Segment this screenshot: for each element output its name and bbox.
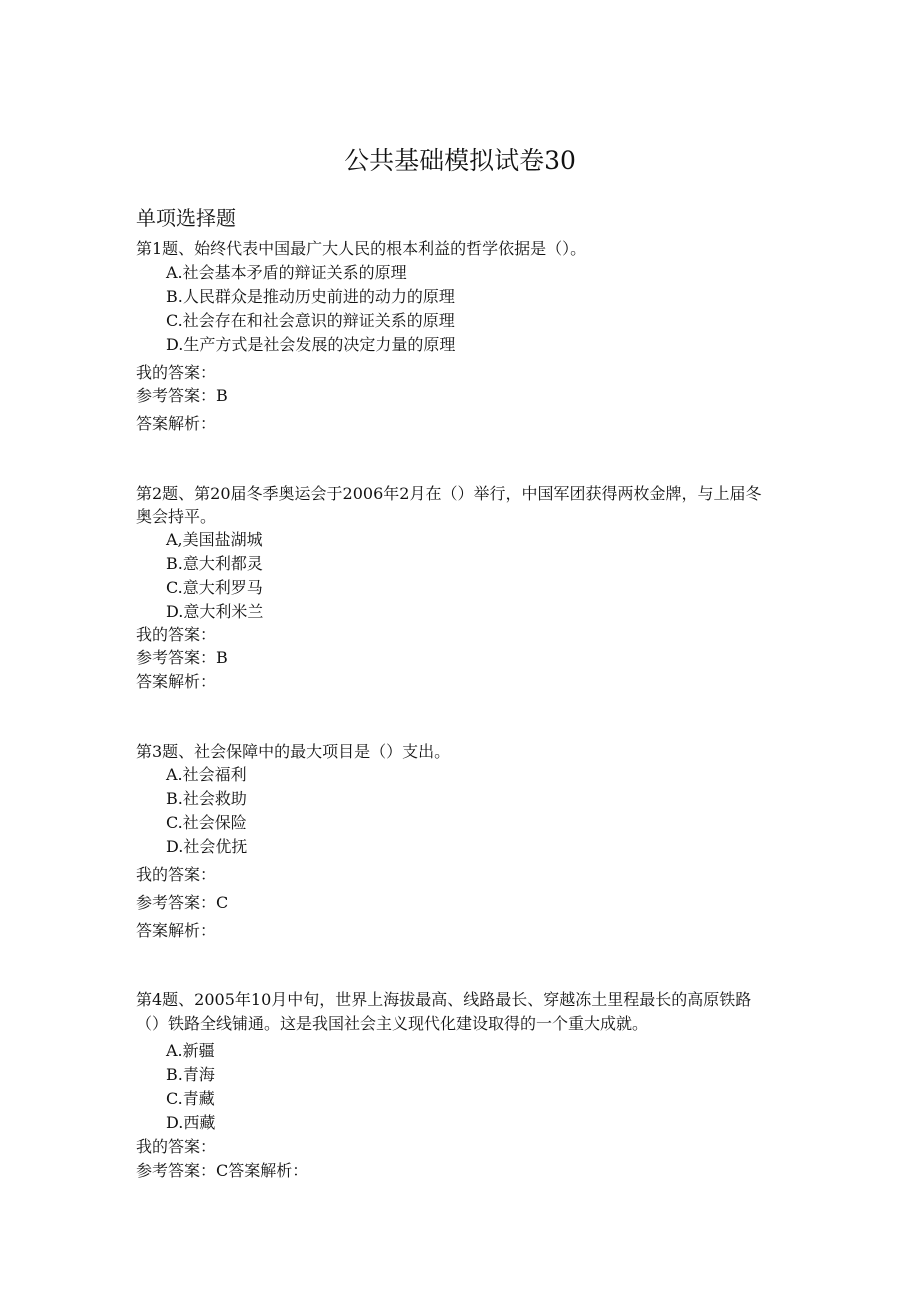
question-stem-continued: （）铁路全线铺通。这是我国社会主义现代化建设取得的一个重大成就。 (136, 1014, 649, 1033)
reference-answer (136, 385, 228, 407)
option-a: A.新疆 (166, 1041, 215, 1060)
my-answer-label: 我的答案： (136, 625, 217, 644)
option-b: B.人民群众是推动历史前进的动力的原理 (166, 287, 455, 306)
option-c: C.青藏 (166, 1089, 215, 1108)
reference-answer-label: 参考答案： (136, 893, 217, 912)
option-d: D.社会优抚 (166, 837, 248, 856)
page-title: 公共基础模拟试卷30 (344, 146, 576, 175)
reference-answer-value: B (216, 648, 228, 667)
option-b: B.青海 (166, 1065, 215, 1084)
reference-answer-and-analysis: 参考答案：C答案解析： (136, 1161, 309, 1180)
question-stem: 第4题、2005年10月中旬，世界上海拔最高、线路最长、穿越冻土里程最长的高原铁路 (136, 990, 752, 1009)
question-stem-continued: 奥会持平。 (136, 507, 217, 526)
option-a: A,美国盐湖城 (166, 530, 263, 549)
option-b: B.社会救助 (166, 789, 247, 808)
option-d: D.西藏 (166, 1113, 216, 1132)
analysis-label: 答案解析： (136, 672, 217, 691)
reference-answer (136, 647, 228, 669)
reference-answer-value: C (216, 893, 229, 912)
question-stem: 第2题、第20届冬季奥运会于2006年2月在（）举行，中国军团获得两枚金牌，与上届冬 (136, 484, 762, 503)
section-title: 单项选择题 (136, 206, 236, 230)
option-a: A.社会基本矛盾的辩证关系的原理 (166, 263, 407, 282)
option-b: B.意大利都灵 (166, 554, 263, 573)
analysis-label: 答案解析： (136, 921, 217, 940)
reference-answer-value: B (216, 386, 228, 405)
analysis-label: 答案解析： (136, 414, 217, 433)
option-c: C.社会保险 (166, 813, 247, 832)
my-answer-label: 我的答案： (136, 865, 217, 884)
reference-answer-label: 参考答案： (136, 386, 217, 405)
question-stem: 第1题、始终代表中国最广大人民的根本利益的哲学依据是（）。 (136, 239, 587, 258)
reference-answer-label: 参考答案： (136, 648, 217, 667)
option-a: A.社会福利 (166, 765, 247, 784)
my-answer-label: 我的答案： (136, 1137, 217, 1156)
option-c: C.意大利罗马 (166, 578, 263, 597)
option-c: C.社会存在和社会意识的辩证关系的原理 (166, 311, 455, 330)
question-stem: 第3题、社会保障中的最大项目是（）支出。 (136, 742, 451, 761)
option-d: D.意大利米兰 (166, 602, 264, 621)
my-answer-label: 我的答案： (136, 363, 217, 382)
option-d: D.生产方式是社会发展的决定力量的原理 (166, 335, 456, 354)
reference-answer (136, 892, 228, 914)
